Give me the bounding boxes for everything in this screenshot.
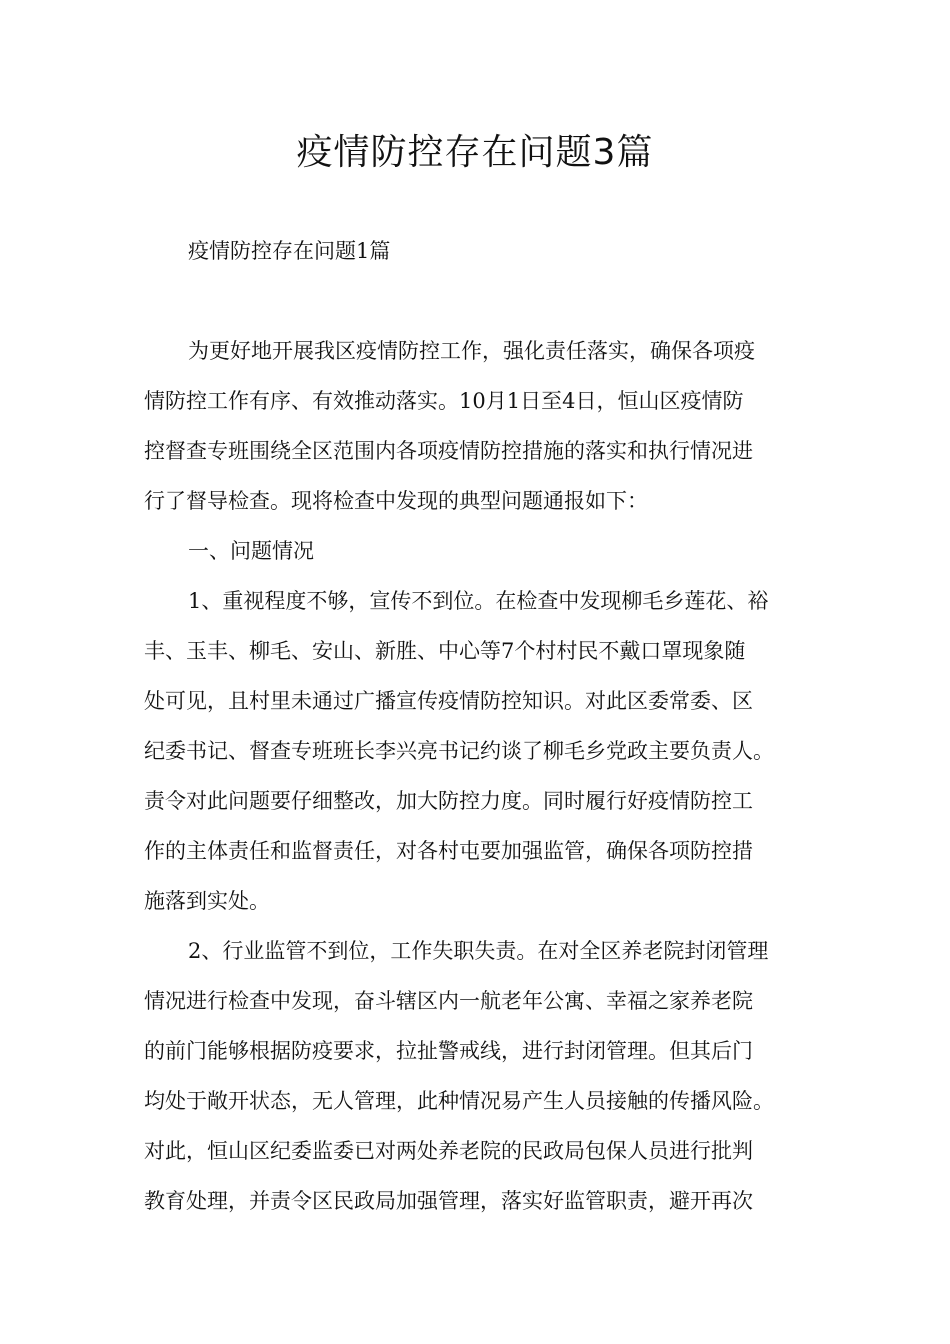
paragraph-line: 责令对此问题要仔细整改，加大防控力度。同时履行好疫情防控工 bbox=[144, 789, 753, 813]
paragraph-line: 行了督导检查。现将检查中发现的典型问题通报如下： bbox=[144, 489, 648, 513]
section-heading: 一、问题情况 bbox=[188, 539, 314, 563]
paragraph-line: 均处于敞开状态，无人管理，此种情况易产生人员接触的传播风险。 bbox=[144, 1089, 774, 1113]
paragraph-line: 为更好地开展我区疫情防控工作，强化责任落实，确保各项疫 bbox=[188, 339, 755, 363]
paragraph-line: 纪委书记、督查专班班长李兴亮书记约谈了柳毛乡党政主要负责人。 bbox=[144, 739, 774, 763]
paragraph-line: 情防控工作有序、有效推动落实。10月1日至4日，恒山区疫情防 bbox=[144, 389, 744, 413]
paragraph-line: 控督查专班围绕全区范围内各项疫情防控措施的落实和执行情况进 bbox=[144, 439, 753, 463]
paragraph-line: 施落到实处。 bbox=[144, 889, 270, 913]
paragraph-line: 处可见，且村里未通过广播宣传疫情防控知识。对此区委常委、区 bbox=[144, 689, 753, 713]
section-subtitle: 疫情防控存在问题1篇 bbox=[188, 239, 391, 263]
paragraph-line: 作的主体责任和监督责任，对各村屯要加强监管，确保各项防控措 bbox=[144, 839, 753, 863]
paragraph-line: 情况进行检查中发现，奋斗辖区内一航老年公寓、幸福之家养老院 bbox=[144, 989, 753, 1013]
paragraph-line: 教育处理，并责令区民政局加强管理，落实好监管职责，避开再次 bbox=[144, 1189, 753, 1213]
paragraph-line: 2、行业监管不到位，工作失职失责。在对全区养老院封闭管理 bbox=[188, 939, 769, 963]
paragraph-line: 1、重视程度不够，宣传不到位。在检查中发现柳毛乡莲花、裕 bbox=[188, 589, 769, 613]
paragraph-line: 的前门能够根据防疫要求，拉扯警戒线，进行封闭管理。但其后门 bbox=[144, 1039, 753, 1063]
document-title: 疫情防控存在问题3篇 bbox=[296, 132, 654, 173]
paragraph-line: 丰、玉丰、柳毛、安山、新胜、中心等7个村村民不戴口罩现象随 bbox=[144, 639, 746, 663]
paragraph-line: 对此，恒山区纪委监委已对两处养老院的民政局包保人员进行批判 bbox=[144, 1139, 753, 1163]
